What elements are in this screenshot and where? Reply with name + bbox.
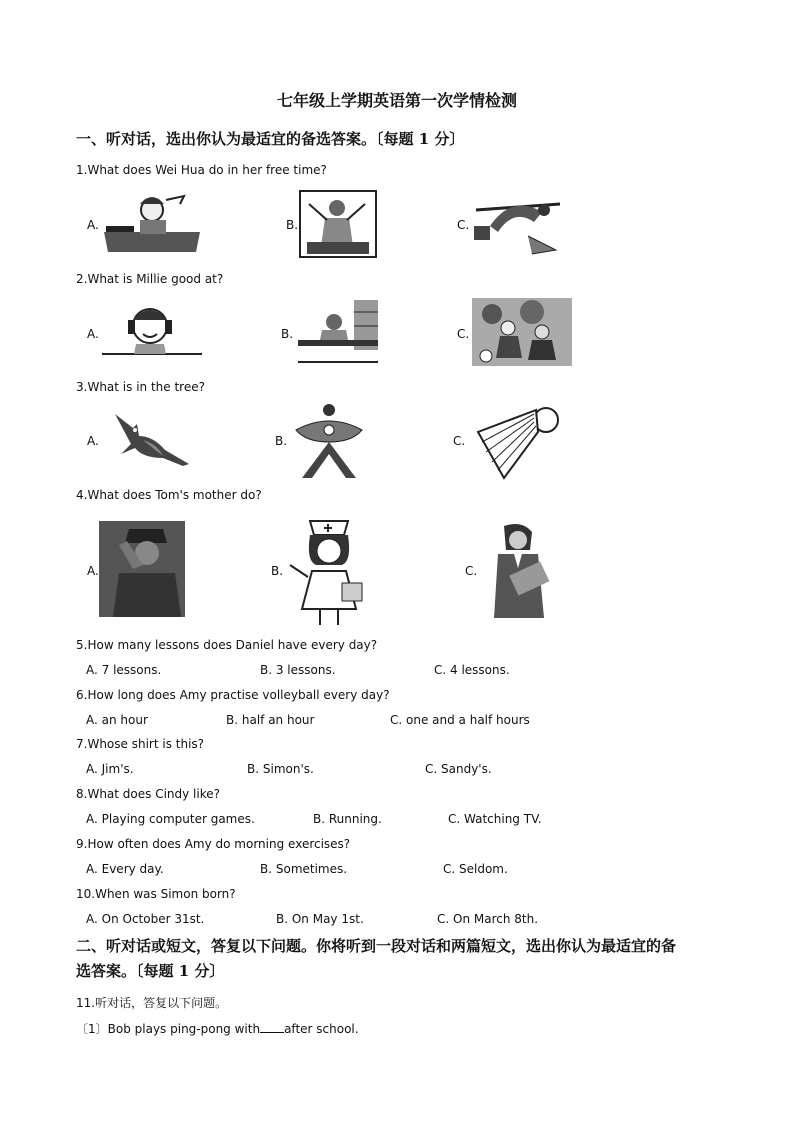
- option-10c: C. On March 8th.: [437, 912, 539, 926]
- bird-picture: [113, 406, 191, 468]
- teacher-picture: [488, 522, 552, 618]
- question-10: 10.When was Simon born?: [76, 887, 236, 901]
- section-1-heading: 一、听对话，选出你认为最适宜的备选答案。〔每题 1 分〕: [76, 130, 465, 148]
- option-4c-label: C.: [465, 564, 478, 578]
- option-6b: B. half an hour: [226, 713, 315, 727]
- question-11-sub-1-suffix: after school.: [284, 1022, 359, 1036]
- option-8c: C. Watching TV.: [448, 812, 542, 826]
- dancing-picture: [299, 190, 377, 258]
- boy-at-desk-picture: [294, 298, 380, 364]
- option-2c-label: C.: [457, 327, 470, 341]
- shuttlecock-picture: [474, 404, 564, 480]
- option-5b: B. 3 lessons.: [260, 663, 336, 677]
- question-7: 7.Whose shirt is this?: [76, 737, 205, 751]
- option-8b: B. Running.: [313, 812, 382, 826]
- option-3b-label: B.: [275, 434, 288, 448]
- answer-blank[interactable]: [260, 1022, 284, 1033]
- question-2: 2.What is Millie good at?: [76, 272, 224, 286]
- option-9c: C. Seldom.: [443, 862, 508, 876]
- question-6: 6.How long does Amy practise volleyball every day?: [76, 688, 390, 702]
- football-picture: [472, 298, 572, 366]
- option-6c: C. one and a half hours: [390, 713, 530, 727]
- option-9a: A. Every day.: [86, 862, 164, 876]
- high-jump-picture: [472, 190, 564, 258]
- police-officer-picture: [99, 521, 185, 617]
- question-9: 9.How often does Amy do morning exercises?: [76, 837, 351, 851]
- option-2a-label: A.: [87, 327, 99, 341]
- kite-picture: [292, 402, 366, 480]
- option-7c: C. Sandy's.: [425, 762, 492, 776]
- option-8a: A. Playing computer games.: [86, 812, 255, 826]
- option-10b: B. On May 1st.: [276, 912, 364, 926]
- option-1c-label: C.: [457, 218, 470, 232]
- option-7b: B. Simon's.: [247, 762, 314, 776]
- page-title: 七年级上学期英语第一次学情检测: [276, 91, 517, 110]
- option-7a: A. Jim's.: [86, 762, 134, 776]
- question-4: 4.What does Tom's mother do?: [76, 488, 262, 502]
- question-5: 5.How many lessons does Daniel have every day?: [76, 638, 378, 652]
- option-5c: C. 4 lessons.: [434, 663, 510, 677]
- reading-girl-picture: [100, 190, 204, 256]
- option-3c-label: C.: [453, 434, 466, 448]
- option-6a: A. an hour: [86, 713, 148, 727]
- option-1a-label: A.: [87, 218, 99, 232]
- section-2-heading-line2: 选答案。〔每题 1 分〕: [76, 962, 225, 980]
- option-4b-label: B.: [271, 564, 284, 578]
- girl-headphones-picture: [100, 298, 204, 360]
- question-8: 8.What does Cindy like?: [76, 787, 220, 801]
- option-3a-label: A.: [87, 434, 99, 448]
- section-2-heading-line1: 二、听对话或短文，答复以下问题。你将听到一段对话和两篇短文，选出你认为最适宜的备: [76, 937, 677, 955]
- question-11-sub-1-prefix: 〔1〕Bob plays ping-pong with: [76, 1022, 261, 1036]
- option-1b-label: B.: [286, 218, 299, 232]
- option-2b-label: B.: [281, 327, 294, 341]
- question-3: 3.What is in the tree?: [76, 380, 205, 394]
- option-9b: B. Sometimes.: [260, 862, 348, 876]
- option-4a-label: A.: [87, 564, 99, 578]
- question-11-sub-1: [76, 1020, 359, 1037]
- option-10a: A. On October 31st.: [86, 912, 205, 926]
- option-5a: A. 7 lessons.: [86, 663, 162, 677]
- question-1: 1.What does Wei Hua do in her free time?: [76, 163, 327, 177]
- nurse-picture: [286, 515, 372, 627]
- question-11: 11.听对话，答复以下问题。: [76, 996, 228, 1010]
